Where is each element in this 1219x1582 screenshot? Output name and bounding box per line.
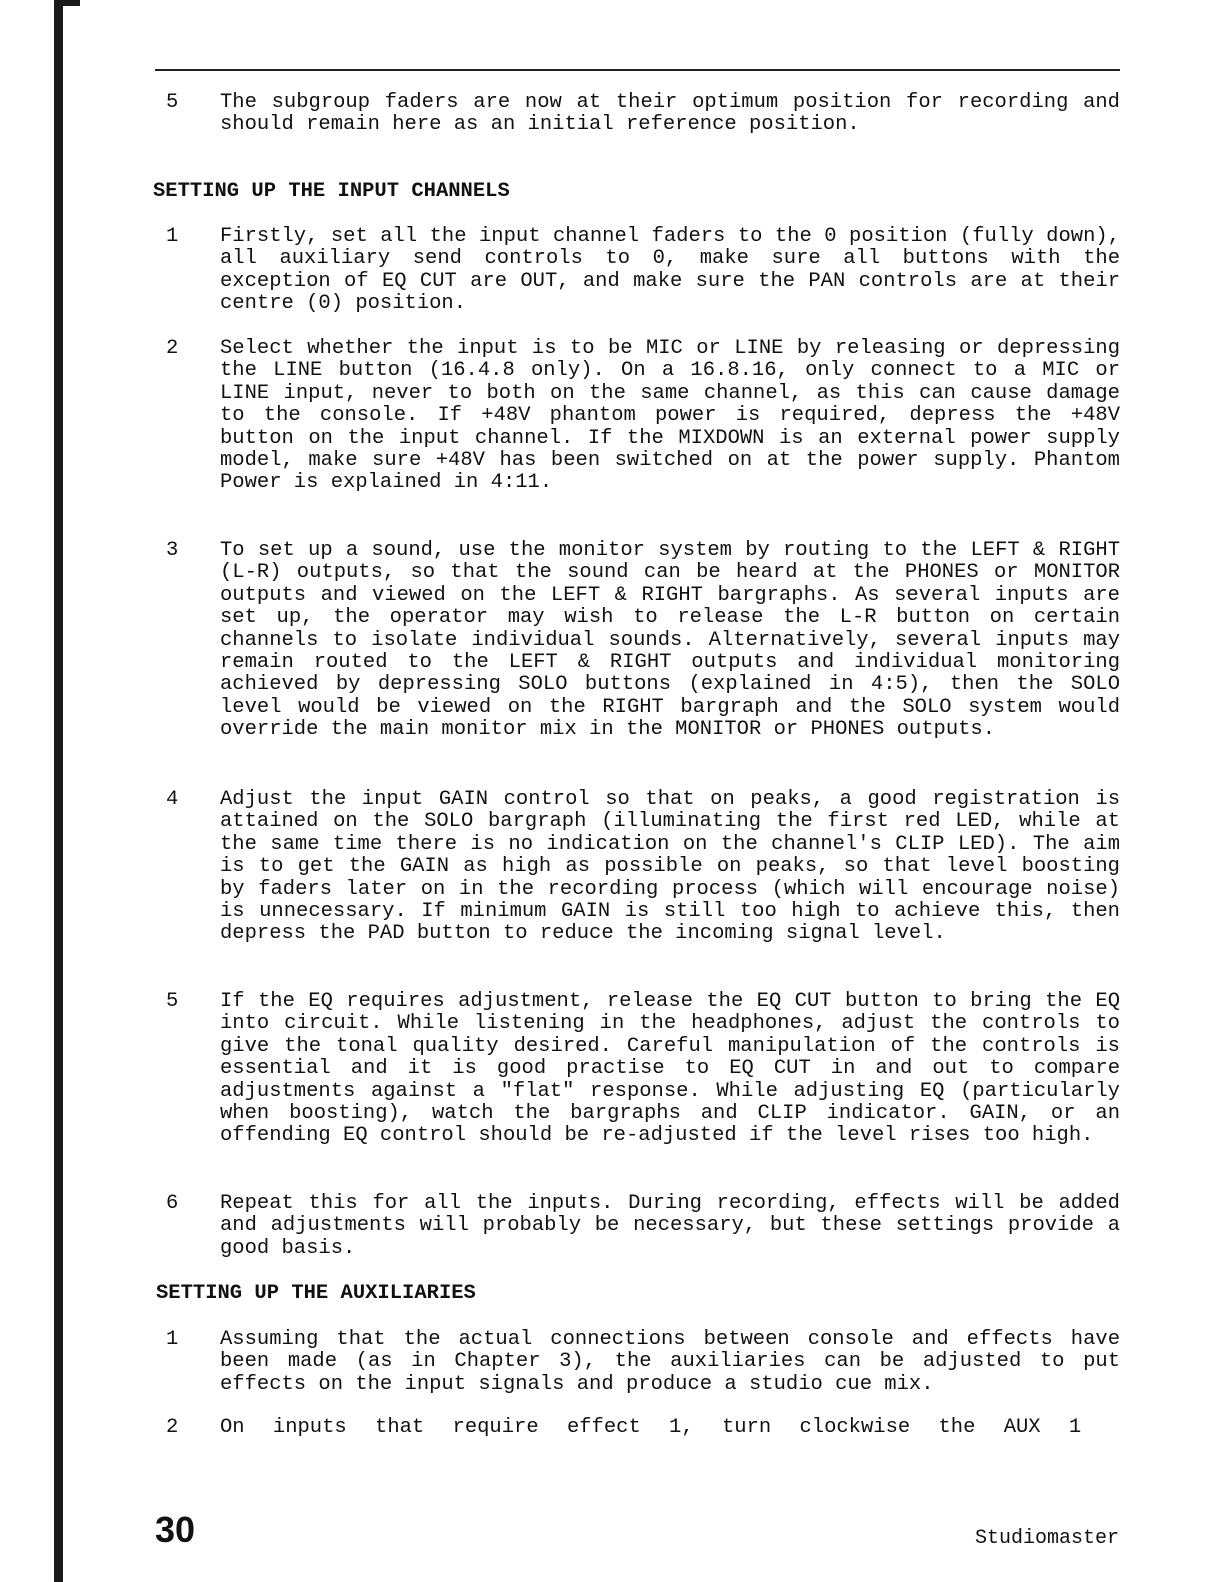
footer-brand: Studiomaster: [974, 1527, 1119, 1550]
item-text: On inputs that require effect 1, turn clockwise the AUX 1: [220, 1416, 1082, 1439]
binding-mark: [62, 0, 80, 6]
list-item: [160, 991, 1120, 1148]
item-number: 6: [166, 1192, 179, 1215]
item-number: 2: [166, 1416, 179, 1439]
list-item: [160, 226, 1120, 316]
item-text: Assuming that the actual connections between console and effects have been made (as in Chapter 3), the auxiliaries can be adjusted to put effects on the input signals and produce a studio cue mix.: [220, 1328, 1120, 1396]
page-number: 30: [155, 1509, 196, 1550]
item-text: To set up a sound, use the monitor system by routing to the LEFT & RIGHT (L-R) outputs, so that the sound can be heard at the PHONES or MONITOR outputs and viewed on the LEFT & RIGHT bargraphs. As several inputs are set up, the operator may wish to release the L-R button on certain channels to isolate individual sounds. Alternatively, several inputs may remain routed to the LEFT & RIGHT outputs and individual monitoring achieved by depressing SOLO buttons (explained in 4:5), then the SOLO level would be viewed on the RIGHT bargraph and the SOLO system would override the main monitor mix in the MONITOR or PHONES outputs.: [220, 539, 1120, 742]
header-rule: [155, 69, 1120, 71]
item-text: The subgroup faders are now at their optimum position for recording and should remain here as an initial reference position.: [220, 91, 1120, 137]
list-item: [160, 1193, 1120, 1260]
item-number: 5: [166, 91, 179, 114]
item-number: 5: [166, 990, 179, 1013]
list-item: [160, 789, 1120, 946]
item-text: Adjust the input GAIN control so that on peaks, a good registration is attained on the SOLO bargraph (illuminating the first red LED, while at the same time there is no indication on the channel's CLIP LED). The aim is to get the GAIN as high as possible on peaks, so that level boosting by faders later on in the recording process (which will encourage noise) is unnecessary. If minimum GAIN is still too high to achieve this, then depress the PAD button to reduce the incoming signal level.: [220, 788, 1120, 946]
section-heading-auxiliaries: SETTING UP THE AUXILIARIES: [156, 1282, 476, 1305]
item-text: If the EQ requires adjustment, release the EQ CUT button to bring the EQ into circuit. While listening in the headphones, adjust the controls to give the tonal quality desired. Careful manipulation of the controls is essential and it is good practise to EQ CUT in and out to compare adjustments against a "flat" response. While adjusting EQ (particularly when boosting), watch the bargraphs and CLIP indicator. GAIN, or an offending EQ control should be re-adjusted if the level rises too high.: [220, 990, 1120, 1148]
item-number: 2: [166, 337, 179, 360]
item-number: 1: [166, 1328, 179, 1351]
item-number: 4: [166, 788, 179, 811]
binding-edge: [54, 0, 63, 1582]
list-item: [160, 92, 1120, 137]
item-text: Select whether the input is to be MIC or LINE by releasing or depressing the LINE button (16.4.8 only). On a 16.8.16, only connect to a MIC or LINE input, never to both on the same channel, as this can cause damage to the console. If +48V phantom power is required, depress the +48V button on the input channel. If the MIXDOWN is an external power supply model, make sure +48V has been switched on at the power supply. Phantom Power is explained in 4:11.: [220, 337, 1120, 495]
section-heading-input-channels: SETTING UP THE INPUT CHANNELS: [153, 180, 510, 203]
item-number: 1: [166, 225, 179, 248]
list-item: [160, 338, 1120, 495]
item-text: Firstly, set all the input channel faders to the 0 position (fully down), all auxiliary send controls to 0, make sure all buttons with the exception of EQ CUT are OUT, and make sure the PAN controls are at their centre (0) position.: [220, 225, 1120, 316]
item-text: Repeat this for all the inputs. During recording, effects will be added and adjustments will probably be necessary, but these settings provide a good basis.: [220, 1192, 1120, 1260]
list-item: [160, 1417, 1120, 1439]
list-item: [160, 540, 1120, 742]
item-number: 3: [166, 539, 179, 562]
list-item: [160, 1329, 1120, 1396]
